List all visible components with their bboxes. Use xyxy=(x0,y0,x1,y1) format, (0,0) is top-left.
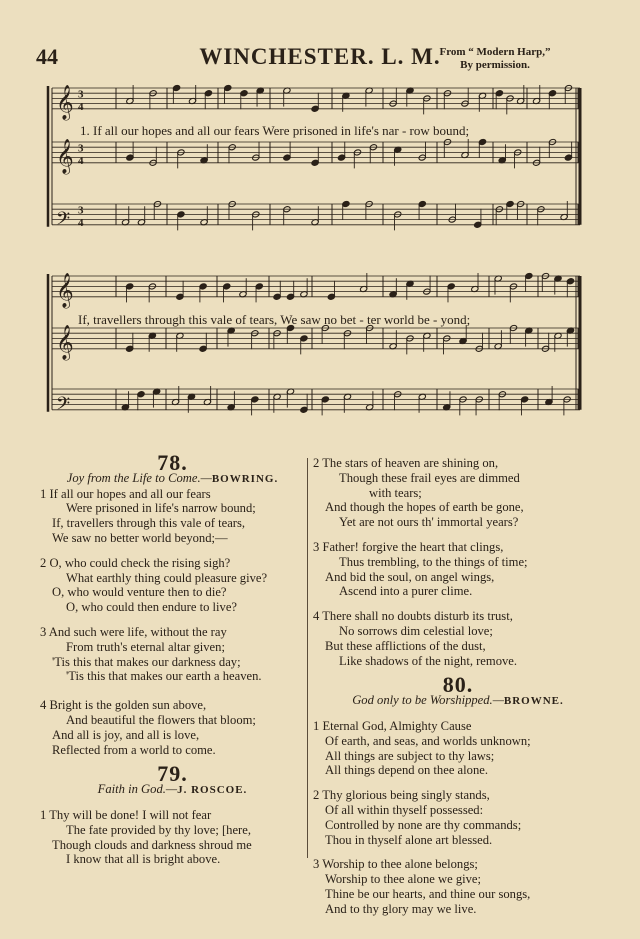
hymn-79-number: 79. xyxy=(157,761,188,787)
hymn-78-verse-2b: 2 The stars of heaven are shining on, Though these frail eyes are dimmed with tears; And though the hopes of earth be gone, Yet are not ours th' immortal years? xyxy=(313,456,524,530)
hymn-80-verse-1: 1 Eternal God, Almighty Cause Of earth, and seas, and worlds unknown; All things are subject to thy laws; All things depend on thee alone. xyxy=(313,718,531,778)
clef-icon: 𝄢 xyxy=(56,208,71,234)
column-divider xyxy=(307,458,308,858)
hymn-80-author: BROWNE. xyxy=(503,695,564,708)
hymn-79-subtitle: Faith in God.—J. ROSCOE. xyxy=(97,782,248,797)
hymn-78-author: BOWRING. xyxy=(211,472,279,485)
hymn-78-verse-3: 3 And such were life, without the ray From truth's eternal altar given; 'Tis this that makes our darkness day; 'Tis this that makes our earth a heaven. xyxy=(40,624,262,684)
hymn-80-subtitle: God only to be Worshipped.—BROWNE. xyxy=(352,693,564,708)
hymn-80-verse-3: 3 Worship to thee alone belongs; Worship to thee alone we give; Thine be our hearts, and thine our songs, And to thy glory may we live. xyxy=(313,857,531,916)
hymn-78-verse-3b: 3 Father! forgive the heart that clings, Thus trembling, to the things of time; And bid the soul, on angel wings, Ascend into a purer clime. xyxy=(313,539,528,599)
hymn-78-verse-4: 4 Bright is the golden sun above, And beautiful the flowers that bloom; And all is joy, and all is love, Reflected from a world to come. xyxy=(40,698,256,757)
time-signature: 3 xyxy=(78,204,84,217)
hymn-79-author: J. ROSCOE. xyxy=(177,784,248,797)
left-column xyxy=(40,450,305,867)
clef-icon: 𝄞 xyxy=(56,138,74,174)
hymn-78-verse-4b: 4 There shall no doubts disturb its trust, No sorrows dim celestial love; But these afflictions of the dust, Like shadows of the night, remove. xyxy=(313,609,518,668)
right-column xyxy=(313,456,603,917)
time-signature: 3 xyxy=(78,88,84,101)
hymn-78-subtitle: Joy from the Life to Come.—BOWRING. xyxy=(66,470,279,485)
hymn-78-number: 78. xyxy=(157,450,188,475)
hymn-78-verse-2: 2 O, who could check the rising sigh? What earthly thing could pleasure give? O, who would venture then to die? O, who could then endure to live? xyxy=(40,555,268,615)
time-signature: 4 xyxy=(78,100,84,113)
hymn-79-verse-1: 1 Thy will be done! I will not fear The fate provided by thy love; [here, Though clouds and darkness shroud me I know that all is bright above. xyxy=(40,807,252,867)
source-line-2: By permission. xyxy=(460,59,530,71)
lyric-line-2: If, travellers through this vale of tears, We saw no bet - ter world be - yond; xyxy=(78,312,471,327)
time-signature: 4 xyxy=(78,154,84,167)
hymn-78-verse-1: 1 If all our hopes and all our fears Were prisoned in life's narrow bound; If, travellers through this vale of tears, We saw no better world beyond;— xyxy=(40,486,256,545)
hymn-80-verse-2: 2 Thy glorious being singly stands, Of all within thyself possessed: Controlled by none are thy commands; Thou in thyself alone art blessed. xyxy=(313,788,522,847)
hymn-80-number: 80. xyxy=(442,672,474,698)
clef-icon: 𝄞 xyxy=(56,84,74,120)
source-line-1: From “ Modern Harp,” xyxy=(439,46,551,58)
clef-icon: 𝄞 xyxy=(56,272,74,308)
lyric-line-1: 1. If all our hopes and all our fears Were prisoned in life's nar - row bound; xyxy=(80,123,470,138)
tune-title: WINCHESTER. L. M. xyxy=(199,44,441,69)
clef-icon: 𝄞 xyxy=(56,324,74,360)
clef-icon: 𝄢 xyxy=(56,393,71,419)
music-score xyxy=(0,0,640,430)
page-number: 44 xyxy=(36,44,58,69)
time-signature: 3 xyxy=(78,142,84,155)
time-signature: 4 xyxy=(78,216,84,229)
